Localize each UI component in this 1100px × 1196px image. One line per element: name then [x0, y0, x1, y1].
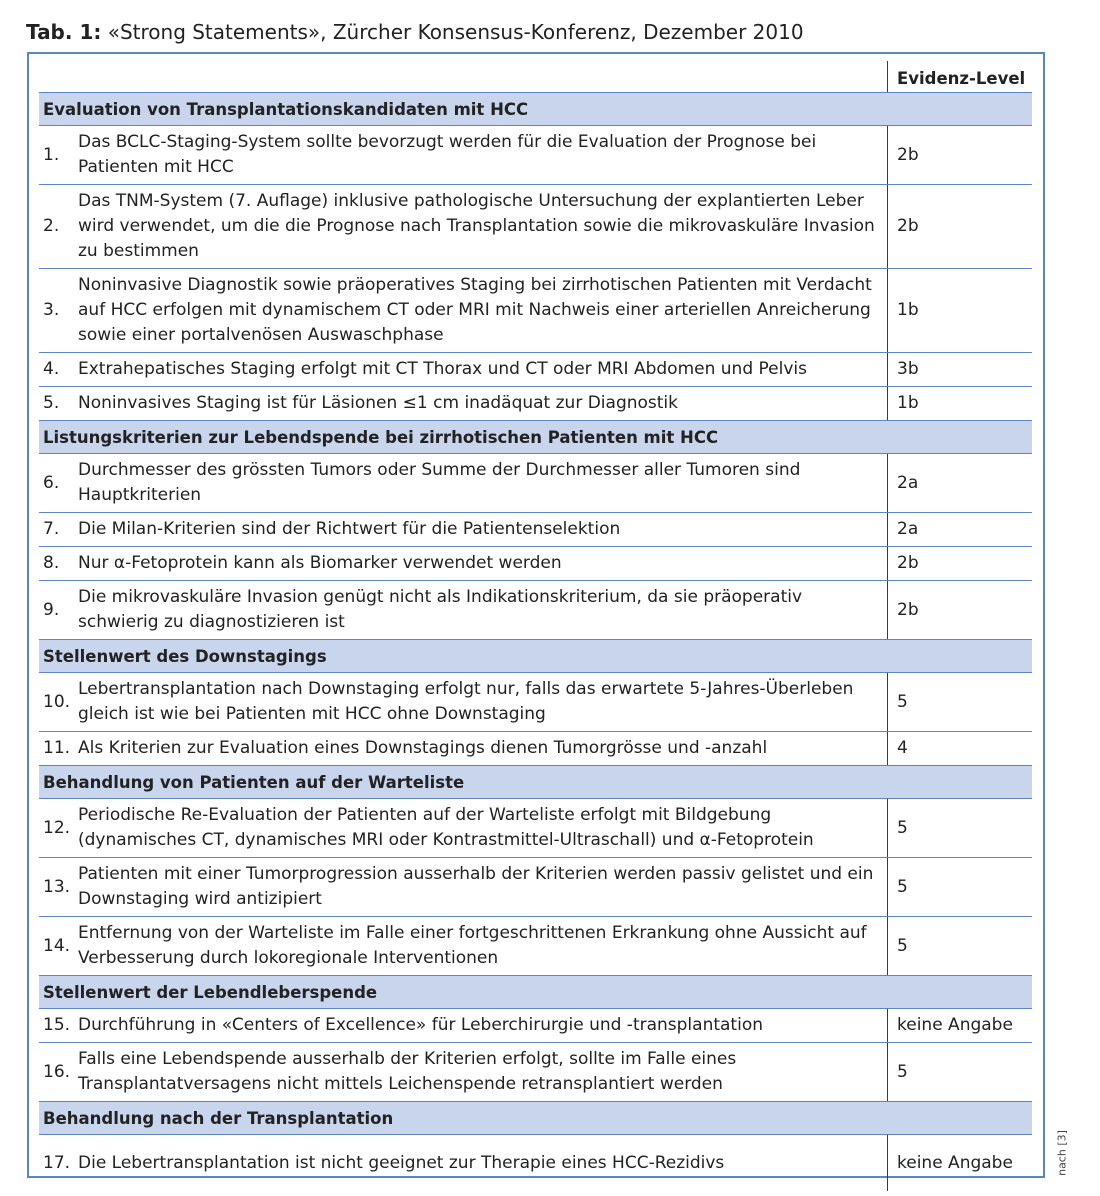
statement-cell	[39, 353, 887, 386]
table-row	[39, 546, 1032, 580]
evidence-level-cell: 4	[887, 732, 1032, 765]
statement-number: 2.	[43, 216, 60, 236]
statement-number: 12.	[43, 817, 71, 838]
caption-label: Tab. 1:	[26, 20, 102, 44]
section-title: Behandlung von Patienten auf der Warteliste	[43, 772, 465, 792]
statement-cell	[39, 1009, 887, 1042]
table-row	[39, 184, 1032, 268]
table-row	[39, 268, 1032, 352]
table-row	[39, 798, 1032, 857]
statement-number: 14.	[43, 935, 71, 956]
statement-cell	[39, 1135, 887, 1191]
table-caption	[26, 18, 804, 46]
section-header-row	[39, 639, 1032, 672]
section-header-row	[39, 1101, 1032, 1134]
statement-cell	[39, 799, 887, 857]
statement-text: Noninvasives Staging ist für Läsionen ≤1 cm inadäquat zur Diagnostik	[78, 393, 678, 413]
section-header-row	[39, 975, 1032, 1008]
statement-cell	[39, 126, 887, 184]
statement-number: 5.	[43, 393, 60, 413]
statement-text: Die Milan-Kriterien sind der Richtwert für die Patientenselektion	[78, 519, 621, 539]
statement-text: Das BCLC-Staging-System sollte bevorzugt werden für die Evaluation der Prognose bei Patienten mit HCC	[78, 132, 817, 177]
evidence-level-cell: 2b	[887, 547, 1032, 580]
section-header-row	[39, 765, 1032, 798]
table-row	[39, 857, 1032, 916]
statement-number: 7.	[43, 519, 60, 539]
statement-cell	[39, 917, 887, 975]
evidence-level-cell: 2a	[887, 454, 1032, 512]
table-row	[39, 731, 1032, 765]
evidence-level-cell: 5	[887, 917, 1032, 975]
statement-text: Noninvasive Diagnostik sowie präoperatives Staging bei zirrhotischen Patienten mit Verdacht auf HCC erfolgen mit dynamischem CT oder MRI mit Nachweis einer arteriellen Anreicherung sowie einer portalvenösen Auswaschphase	[78, 275, 872, 345]
statement-number: 11.	[43, 738, 71, 758]
table-row	[39, 453, 1032, 512]
table-row	[39, 1042, 1032, 1101]
evidence-level-cell: 5	[887, 858, 1032, 916]
section-title: Behandlung nach der Transplantation	[43, 1108, 394, 1128]
header-statement-cell	[39, 61, 887, 92]
statement-number: 3.	[43, 300, 60, 320]
source-note	[1054, 1128, 1070, 1178]
evidence-level-cell: 2b	[887, 185, 1032, 268]
statement-cell	[39, 387, 887, 420]
table-header-row	[39, 61, 1032, 92]
table-row	[39, 916, 1032, 975]
table-row	[39, 1134, 1032, 1191]
table-row	[39, 386, 1032, 420]
statement-text: Die mikrovaskuläre Invasion genügt nicht als Indikationskriterium, da sie präoperativ schwierig zu diagnostizieren ist	[78, 587, 803, 632]
statement-number: 17.	[43, 1152, 71, 1173]
statements-table	[39, 61, 1032, 1191]
section-title: Listungskriterien zur Lebendspende bei zirrhotischen Patienten mit HCC	[43, 427, 719, 447]
caption-text: «Strong Statements», Zürcher Konsensus-Konferenz, Dezember 2010	[107, 20, 804, 44]
statement-text: Periodische Re-Evaluation der Patienten auf der Warteliste erfolgt mit Bildgebung (dynamisches CT, dynamisches MRI oder Kontrastmittel-Ultraschall) und α-Fetoprotein	[78, 805, 814, 850]
statement-text: Das TNM-System (7. Auflage) inklusive pathologische Untersuchung der explantierten Leber wird verwendet, um die die Prognose nach Transplantation sowie die mikrovaskuläre Invasion zu bestimmen	[78, 191, 875, 261]
statement-text: Falls eine Lebendspende ausserhalb der Kriterien erfolgt, sollte im Falle eines Transplantatversagens nicht mittels Leichenspende retransplantiert werden	[78, 1049, 737, 1094]
statement-text: Patienten mit einer Tumorprogression ausserhalb der Kriterien werden passiv gelistet und ein Downstaging wird antizipiert	[78, 864, 874, 909]
statement-cell	[39, 1043, 887, 1101]
statement-cell	[39, 581, 887, 639]
statement-cell	[39, 454, 887, 512]
statement-number: 13.	[43, 876, 71, 897]
statement-number: 8.	[43, 553, 60, 573]
statement-number: 15.	[43, 1015, 71, 1035]
evidence-level-cell: 3b	[887, 353, 1032, 386]
evidence-level-cell: 2b	[887, 581, 1032, 639]
statement-cell	[39, 269, 887, 352]
statement-text: Entfernung von der Warteliste im Falle einer fortgeschrittenen Erkrankung ohne Aussicht auf Verbesserung durch lokoregionale Interventionen	[78, 923, 867, 968]
statement-text: Die Lebertransplantation ist nicht geeignet zur Therapie eines HCC-Rezidivs	[78, 1152, 725, 1173]
header-evidence-level: Evidenz-Level	[887, 61, 1032, 92]
statement-text: Lebertransplantation nach Downstaging erfolgt nur, falls das erwartete 5-Jahres-Überleben gleich ist wie bei Patienten mit HCC ohne Downstaging	[78, 679, 854, 724]
table-row	[39, 125, 1032, 184]
table-row	[39, 352, 1032, 386]
section-header-row	[39, 92, 1032, 125]
statement-number: 16.	[43, 1061, 71, 1082]
section-title: Stellenwert der Lebendleberspende	[43, 982, 378, 1002]
statement-text: Durchführung in «Centers of Excellence» für Leberchirurgie und -transplantation	[78, 1015, 763, 1035]
statement-text: Als Kriterien zur Evaluation eines Downstagings dienen Tumorgrösse und -anzahl	[78, 738, 768, 758]
table-row	[39, 672, 1032, 731]
evidence-level-cell: 5	[887, 1043, 1032, 1101]
evidence-level-cell: 5	[887, 799, 1032, 857]
statement-text: Extrahepatisches Staging erfolgt mit CT Thorax und CT oder MRI Abdomen und Pelvis	[78, 359, 807, 379]
evidence-level-cell: keine Angabe	[887, 1009, 1032, 1042]
statement-cell	[39, 513, 887, 546]
statement-cell	[39, 185, 887, 268]
statement-cell	[39, 732, 887, 765]
table-row	[39, 1008, 1032, 1042]
statement-text: Durchmesser des grössten Tumors oder Summe der Durchmesser aller Tumoren sind Hauptkriterien	[78, 460, 801, 505]
statement-number: 4.	[43, 359, 60, 379]
statement-cell	[39, 547, 887, 580]
statement-cell	[39, 673, 887, 731]
evidence-level-cell: 2b	[887, 126, 1032, 184]
evidence-level-cell: keine Angabe	[887, 1135, 1032, 1191]
evidence-level-cell: 1b	[887, 269, 1032, 352]
statement-number: 10.	[43, 691, 71, 712]
source-note-text: nach [3]	[1055, 1130, 1069, 1176]
evidence-level-cell: 5	[887, 673, 1032, 731]
section-title: Stellenwert des Downstagings	[43, 646, 327, 666]
statement-text: Nur α-Fetoprotein kann als Biomarker verwendet werden	[78, 553, 562, 573]
statement-cell	[39, 858, 887, 916]
evidence-level-cell: 1b	[887, 387, 1032, 420]
table-frame	[27, 52, 1045, 1178]
evidence-level-cell: 2a	[887, 513, 1032, 546]
statement-number: 1.	[43, 144, 60, 165]
table-row	[39, 512, 1032, 546]
statement-number: 6.	[43, 472, 60, 493]
statement-number: 9.	[43, 599, 60, 620]
section-title: Evaluation von Transplantationskandidaten mit HCC	[43, 99, 529, 119]
section-header-row	[39, 420, 1032, 453]
table-row	[39, 580, 1032, 639]
